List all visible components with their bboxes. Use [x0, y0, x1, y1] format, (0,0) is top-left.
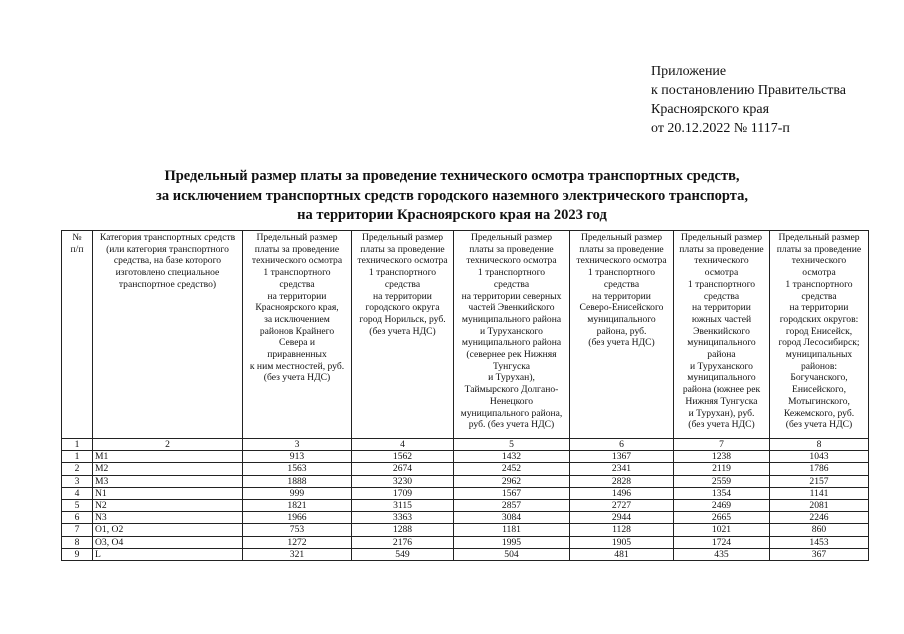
fee-value: 321	[243, 548, 352, 560]
fee-value: 1181	[454, 524, 570, 536]
fee-value: 549	[352, 548, 454, 560]
fee-value: 1567	[454, 487, 570, 499]
column-header-line: городского округа	[365, 302, 440, 314]
column-header	[454, 231, 570, 439]
fee-value: 1238	[674, 451, 770, 463]
column-header-line: технического	[694, 255, 749, 267]
fee-value: 1888	[243, 475, 352, 487]
tariff-table	[61, 230, 869, 561]
column-header-line: (севернее рек Нижняя	[466, 349, 557, 361]
fee-value: 2665	[674, 512, 770, 524]
column-header-line: средства, на базе которого	[113, 255, 222, 267]
column-header-line: Северо-Енисейского	[579, 302, 664, 314]
column-header-line: и Турухан), руб.	[688, 407, 755, 419]
column-header-line: транспортное средство)	[118, 278, 217, 290]
fee-value: 1354	[674, 487, 770, 499]
fee-value: 2157	[770, 475, 869, 487]
table-row	[62, 487, 869, 499]
column-header-line: муниципального района,	[460, 407, 563, 419]
column-header-line: №	[72, 232, 82, 243]
fee-value: 2081	[770, 500, 869, 512]
table-row	[62, 512, 869, 524]
vehicle-category: O1, O2	[93, 524, 243, 536]
column-header-line: Предельный размер	[470, 232, 553, 243]
vehicle-category: M2	[93, 463, 243, 475]
fee-value: 2559	[674, 475, 770, 487]
column-header-line: (без учета НДС)	[588, 337, 655, 349]
column-header-line: технического осмотра	[466, 255, 557, 267]
column-header-line: город Лесосибирск;	[778, 337, 860, 349]
vehicle-category: N1	[93, 487, 243, 499]
table-header-row	[62, 231, 869, 439]
fee-value: 481	[570, 548, 674, 560]
fee-value: 1043	[770, 451, 869, 463]
column-header-line: и Туруханского	[480, 325, 543, 337]
fee-value: 2857	[454, 500, 570, 512]
fee-value: 1995	[454, 536, 570, 548]
fee-value: 1966	[243, 512, 352, 524]
row-number: 3	[62, 475, 93, 487]
column-header-line: к ним местностей, руб.	[249, 360, 345, 372]
column-header-line: района (южнее рек	[682, 384, 761, 396]
column-header-line: платы за проведение	[579, 243, 664, 255]
column-header	[93, 231, 243, 439]
column-header-line: муниципального	[687, 337, 756, 349]
column-header-line: технического осмотра	[357, 255, 448, 267]
table-row	[62, 524, 869, 536]
appendix-block	[651, 62, 846, 138]
column-header-line: платы за проведение	[469, 243, 554, 255]
vehicle-category: N2	[93, 500, 243, 512]
fee-value: 1496	[570, 487, 674, 499]
column-header-line: южных частей	[691, 313, 752, 325]
column-header-line: Севера и	[278, 337, 316, 349]
appendix-line: к постановлению Правительства	[651, 83, 847, 98]
fee-value: 2944	[570, 512, 674, 524]
column-header-line: муниципального	[587, 313, 656, 325]
fee-value: 2469	[674, 500, 770, 512]
column-header-line: района	[707, 349, 736, 361]
column-header-line: технического осмотра	[251, 255, 343, 267]
column-number: 6	[570, 439, 674, 451]
column-header-line: Богучанского,	[790, 372, 848, 384]
column-header-line: средства	[703, 290, 740, 302]
column-header-line: Мотыгинского,	[788, 395, 850, 407]
fee-value: 2119	[674, 463, 770, 475]
title-line: на территории Красноярского края на 2023 год	[297, 207, 607, 223]
column-header-line: средства	[384, 278, 421, 290]
column-header-line: муниципальных	[785, 349, 853, 361]
fee-value: 435	[674, 548, 770, 560]
table-row	[62, 500, 869, 512]
column-header-line: город Енисейск,	[785, 325, 853, 337]
fee-value: 1786	[770, 463, 869, 475]
table-row	[62, 548, 869, 560]
row-number: 6	[62, 512, 93, 524]
fee-value: 1141	[770, 487, 869, 499]
fee-value: 2727	[570, 500, 674, 512]
fee-value: 1021	[674, 524, 770, 536]
fee-value: 2962	[454, 475, 570, 487]
fee-value: 1563	[243, 463, 352, 475]
fee-value: 1432	[454, 451, 570, 463]
row-number: 7	[62, 524, 93, 536]
fee-value: 1724	[674, 536, 770, 548]
column-header-line: и Туруханского	[690, 360, 753, 372]
row-number: 4	[62, 487, 93, 499]
vehicle-category: N3	[93, 512, 243, 524]
fee-value: 2828	[570, 475, 674, 487]
column-header-line: Нижняя Тунгуска	[685, 395, 758, 407]
column-number: 5	[454, 439, 570, 451]
vehicle-category: O3, O4	[93, 536, 243, 548]
appendix-line: от 20.12.2022 № 1117-п	[651, 121, 790, 136]
fee-value: 2341	[570, 463, 674, 475]
column-header-line: Предельный размер	[680, 232, 763, 243]
fee-value: 2452	[454, 463, 570, 475]
vehicle-category: M3	[93, 475, 243, 487]
title-line: Предельный размер платы за проведение технического осмотра транспортных средств,	[164, 168, 740, 184]
title-line: за исключением транспортных средств городского наземного электрического транспорта,	[156, 187, 748, 204]
column-header	[243, 231, 352, 439]
row-number: 1	[62, 451, 93, 463]
column-header-line: 1 транспортного	[587, 267, 656, 279]
column-header-line: городских округов:	[779, 313, 859, 325]
fee-value: 753	[243, 524, 352, 536]
fee-value: 1128	[570, 524, 674, 536]
column-header-line: технического осмотра	[576, 255, 667, 267]
appendix-line: Приложение	[651, 64, 727, 79]
column-header-line: платы за проведение	[254, 243, 340, 255]
column-header-line: муниципального	[687, 372, 756, 384]
row-number: 2	[62, 463, 93, 475]
fee-value: 367	[770, 548, 869, 560]
appendix-line: Красноярского края	[651, 102, 770, 117]
fee-value: 2246	[770, 512, 869, 524]
column-header-line: Тунгуска	[492, 360, 531, 372]
vehicle-category: M1	[93, 451, 243, 463]
column-number: 8	[770, 439, 869, 451]
column-header-line: платы за проведение	[679, 243, 764, 255]
fee-value: 504	[454, 548, 570, 560]
column-header-line: приравненных	[267, 349, 327, 361]
column-header	[570, 231, 674, 439]
column-header-line: осмотра	[704, 267, 739, 279]
fee-value: 1288	[352, 524, 454, 536]
row-number: 9	[62, 548, 93, 560]
column-number: 3	[243, 439, 352, 451]
fee-value: 913	[243, 451, 352, 463]
column-header-line: частей Эвенкийского	[468, 302, 555, 314]
fee-value: 3115	[352, 500, 454, 512]
column-header-line: на территории	[267, 290, 327, 302]
column-header-line: средства	[493, 278, 530, 290]
column-header-line: за исключением	[264, 313, 330, 325]
column-header-line: муниципального района	[461, 313, 562, 325]
fee-value: 2176	[352, 536, 454, 548]
column-header-line: изготовлено специальное	[115, 267, 220, 279]
column-header-line: 1 транспортного	[477, 267, 546, 279]
column-header-line: Енисейского,	[791, 384, 847, 396]
table-row	[62, 536, 869, 548]
fee-value: 2674	[352, 463, 454, 475]
fee-value: 999	[243, 487, 352, 499]
column-header	[770, 231, 869, 439]
column-header-line: п/п	[70, 243, 84, 255]
column-number: 7	[674, 439, 770, 451]
fee-value: 860	[770, 524, 869, 536]
column-header-line: Таймырского Долгано-	[464, 384, 559, 396]
column-header-line: (без учета НДС)	[369, 325, 436, 337]
column-header-line: платы за проведение	[360, 243, 445, 255]
column-header-line: на территории	[373, 290, 432, 302]
vehicle-category: L	[93, 548, 243, 560]
column-header-line: 1 транспортного	[687, 278, 756, 290]
fee-value: 3230	[352, 475, 454, 487]
fee-value: 1272	[243, 536, 352, 548]
table-body	[62, 439, 869, 561]
column-header-line: средства	[279, 278, 315, 290]
fee-value: 1709	[352, 487, 454, 499]
column-header-line: Предельный размер	[361, 232, 444, 243]
column-header-line: на территории	[692, 302, 751, 314]
column-header-line: (без учета НДС)	[688, 419, 755, 431]
column-header-line: районов:	[800, 360, 838, 372]
column-header-line: (или категория транспортного	[106, 243, 229, 255]
fee-value: 1905	[570, 536, 674, 548]
column-header-line: на территории	[592, 290, 651, 302]
column-header-line: района, руб.	[596, 325, 647, 337]
column-number: 1	[62, 439, 93, 451]
column-header-line: Предельный размер	[580, 232, 663, 243]
column-header-line: Категория транспортных средств	[99, 232, 236, 243]
row-number: 8	[62, 536, 93, 548]
column-header-line: 1 транспортного	[368, 267, 437, 279]
column-header-line: Красноярского края,	[255, 302, 339, 314]
column-header-line: средства	[603, 278, 640, 290]
table-row	[62, 463, 869, 475]
fee-value: 1562	[352, 451, 454, 463]
column-header	[62, 231, 93, 439]
column-header-line: руб. (без учета НДС)	[468, 419, 555, 431]
column-header-line: Предельный размер	[778, 232, 860, 243]
fee-value: 3084	[454, 512, 570, 524]
column-header-line: Предельный размер	[256, 232, 338, 243]
fee-value: 1367	[570, 451, 674, 463]
column-header-line: на территории северных	[461, 290, 562, 302]
column-header-line: 1 транспортного	[263, 267, 331, 279]
fee-value: 1821	[243, 500, 352, 512]
column-header	[674, 231, 770, 439]
column-header-line: Эвенкийского	[693, 325, 750, 337]
column-header-line: Кежемского, руб.	[783, 407, 855, 419]
column-header-line: технического	[791, 255, 847, 267]
column-header	[352, 231, 454, 439]
column-header-line: (без учета НДС)	[263, 372, 331, 384]
column-header-line: осмотра	[802, 267, 836, 279]
fee-value: 3363	[352, 512, 454, 524]
column-header-line: 1 транспортного	[785, 278, 853, 290]
column-number: 4	[352, 439, 454, 451]
column-header-line: город Норильск, руб.	[359, 313, 446, 325]
column-number: 2	[93, 439, 243, 451]
table-row	[62, 475, 869, 487]
column-header-line: муниципального района	[461, 337, 562, 349]
document-title	[0, 167, 904, 226]
table-row	[62, 451, 869, 463]
column-header-line: на территории	[789, 302, 849, 314]
column-header-line: и Турухан),	[488, 372, 535, 384]
column-header-line: средства	[801, 290, 837, 302]
column-header-line: платы за проведение	[776, 243, 862, 255]
column-header-line: районов Крайнего	[259, 325, 335, 337]
column-header-line: Ненецкого	[489, 395, 534, 407]
fee-value: 1453	[770, 536, 869, 548]
column-header-line: (без учета НДС)	[785, 419, 853, 431]
column-number-row	[62, 439, 869, 451]
row-number: 5	[62, 500, 93, 512]
